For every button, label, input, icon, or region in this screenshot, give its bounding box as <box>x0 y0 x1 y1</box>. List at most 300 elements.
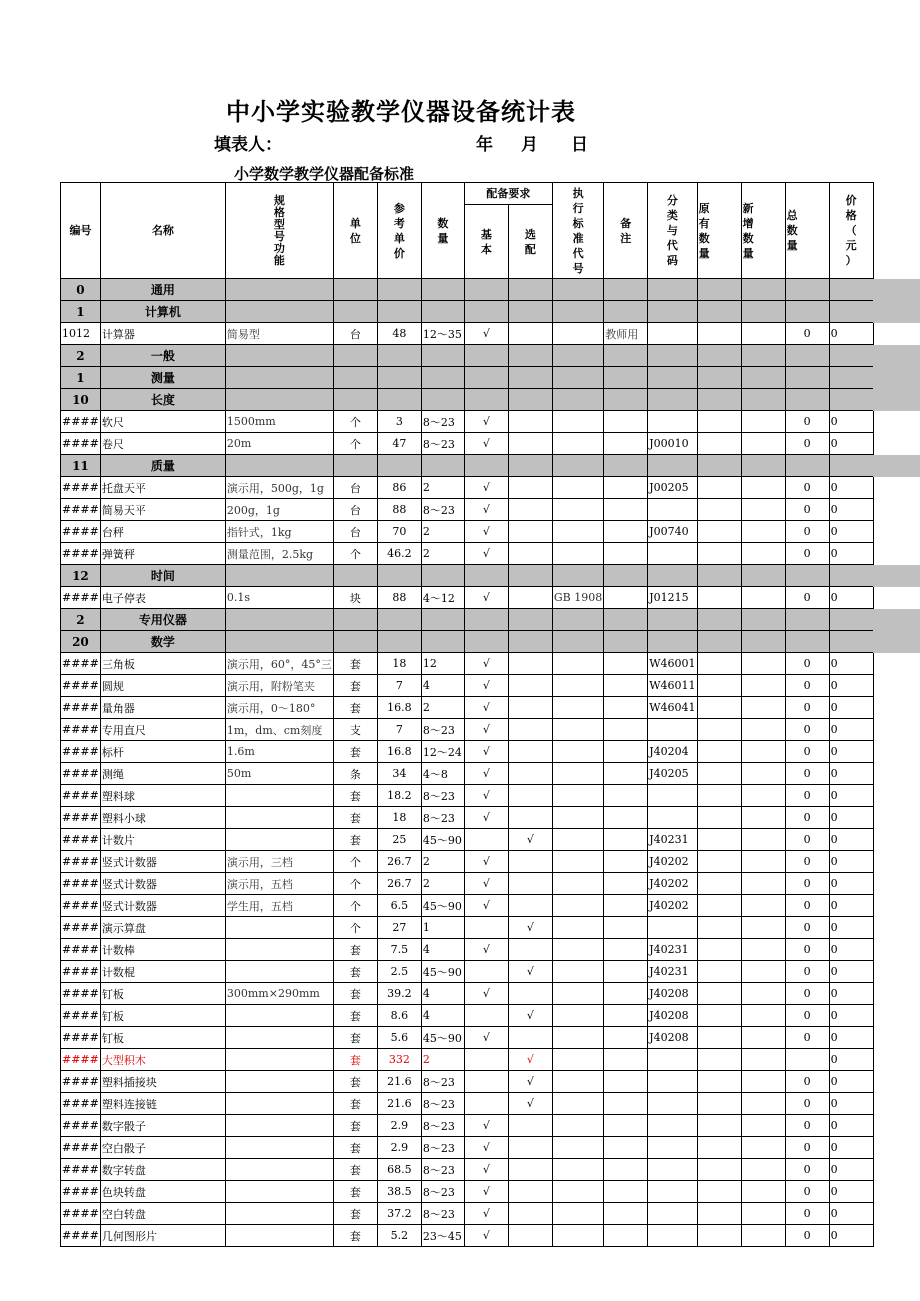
header-char: 价 <box>845 194 857 207</box>
table-row <box>61 939 874 961</box>
row-new <box>741 851 785 873</box>
row-total: 0 <box>785 741 829 763</box>
row-spec: 0.1s <box>225 587 333 609</box>
row-unit: 套 <box>333 1203 377 1225</box>
category-row <box>61 279 874 301</box>
row-price: 0 <box>829 697 873 719</box>
row-optional <box>508 1027 552 1049</box>
row-new <box>741 609 785 631</box>
row-remark <box>604 741 648 763</box>
row-price: 0 <box>829 1203 873 1225</box>
row-spec: 演示用，附粉笔夹 <box>225 675 333 697</box>
row-qty: 8～23 <box>421 1137 464 1159</box>
table-row <box>61 477 874 499</box>
row-new <box>741 917 785 939</box>
row-total: 0 <box>785 829 829 851</box>
table-row <box>61 983 874 1005</box>
row-name: 空白骰子 <box>100 1137 225 1159</box>
row-existing <box>697 675 741 697</box>
row-no: #### <box>61 1049 101 1071</box>
row-name: 数学 <box>100 631 225 653</box>
row-unit <box>333 609 377 631</box>
row-ref-price: 2.5 <box>377 961 421 983</box>
row-code: W46011 <box>648 675 697 697</box>
category-row <box>61 565 874 587</box>
row-optional <box>508 609 552 631</box>
row-ref-price: 38.5 <box>377 1181 421 1203</box>
table-row <box>61 697 874 719</box>
date-day-label: 日 <box>571 135 588 155</box>
row-code <box>648 543 697 565</box>
row-qty: 2 <box>421 697 464 719</box>
row-standard <box>552 1159 603 1181</box>
row-unit: 套 <box>333 653 377 675</box>
header-char: 元 <box>845 239 857 252</box>
row-unit: 台 <box>333 477 377 499</box>
row-qty: 4 <box>421 1005 464 1027</box>
header-optional <box>508 205 552 279</box>
row-remark <box>604 1159 648 1181</box>
row-standard: GB 1908 <box>552 587 603 609</box>
row-optional <box>508 323 552 345</box>
row-remark <box>604 785 648 807</box>
row-ref-price <box>377 389 421 411</box>
row-no: #### <box>61 1137 101 1159</box>
row-ref-price <box>377 301 421 323</box>
header-standard <box>552 183 603 279</box>
row-basic: √ <box>464 499 508 521</box>
header-char: 号 <box>273 229 285 243</box>
row-qty: 8～23 <box>421 785 464 807</box>
row-optional <box>508 433 552 455</box>
row-qty: 8～23 <box>421 1071 464 1093</box>
row-standard <box>552 499 603 521</box>
table-row <box>61 1203 874 1225</box>
row-qty: 2 <box>421 1049 464 1071</box>
row-existing <box>697 1203 741 1225</box>
row-spec <box>225 1093 333 1115</box>
row-standard <box>552 829 603 851</box>
row-total: 0 <box>785 895 829 917</box>
row-existing <box>697 1027 741 1049</box>
row-standard <box>552 433 603 455</box>
row-name: 数字骰子 <box>100 1115 225 1137</box>
row-code <box>648 1093 697 1115</box>
row-basic <box>464 279 508 301</box>
table-row <box>61 1027 874 1049</box>
row-basic: √ <box>464 587 508 609</box>
row-new <box>741 939 785 961</box>
row-unit: 套 <box>333 829 377 851</box>
category-band-extension <box>873 455 920 477</box>
row-optional <box>508 741 552 763</box>
row-total: 0 <box>785 675 829 697</box>
equipment-table <box>60 182 874 1247</box>
header-char: 行 <box>572 201 584 215</box>
row-remark <box>604 609 648 631</box>
row-existing <box>697 1181 741 1203</box>
row-basic: √ <box>464 939 508 961</box>
header-char: 新 <box>742 201 754 215</box>
row-new <box>741 499 785 521</box>
row-price: 0 <box>829 741 873 763</box>
row-ref-price: 16.8 <box>377 741 421 763</box>
row-qty: 8～23 <box>421 1093 464 1115</box>
row-price: 0 <box>829 323 873 345</box>
header-char: 码 <box>666 254 678 267</box>
row-remark <box>604 279 648 301</box>
row-code: J40231 <box>648 961 697 983</box>
row-total: 0 <box>785 1225 829 1247</box>
row-price: 0 <box>829 521 873 543</box>
header-char: 单 <box>393 231 405 245</box>
row-price: 0 <box>829 1049 873 1071</box>
row-name: 托盘天平 <box>100 477 225 499</box>
row-no: 2 <box>61 345 101 367</box>
row-price: 0 <box>829 675 873 697</box>
row-code <box>648 631 697 653</box>
row-no: #### <box>61 1005 101 1027</box>
row-price: 0 <box>829 1093 873 1115</box>
row-remark <box>604 521 648 543</box>
row-new <box>741 367 785 389</box>
row-qty: 4 <box>421 675 464 697</box>
row-spec <box>225 829 333 851</box>
row-total <box>785 455 829 477</box>
row-qty: 8～23 <box>421 1115 464 1137</box>
row-ref-price: 26.7 <box>377 851 421 873</box>
row-remark <box>604 961 648 983</box>
row-unit: 个 <box>333 895 377 917</box>
row-price: 0 <box>829 1181 873 1203</box>
row-code: J00740 <box>648 521 697 543</box>
row-optional <box>508 367 552 389</box>
row-new <box>741 719 785 741</box>
row-total: 0 <box>785 697 829 719</box>
row-remark <box>604 697 648 719</box>
header-char: 量 <box>786 239 798 252</box>
table-row <box>61 961 874 983</box>
row-new <box>741 587 785 609</box>
row-basic: √ <box>464 1225 508 1247</box>
row-no: #### <box>61 961 101 983</box>
row-price: 0 <box>829 851 873 873</box>
row-total: 0 <box>785 653 829 675</box>
row-total: 0 <box>785 1027 829 1049</box>
row-spec: 演示用，0～180° <box>225 697 333 719</box>
row-name: 质量 <box>100 455 225 477</box>
row-existing <box>697 1225 741 1247</box>
row-unit: 个 <box>333 851 377 873</box>
row-total: 0 <box>785 917 829 939</box>
row-standard <box>552 411 603 433</box>
row-spec <box>225 1071 333 1093</box>
row-remark <box>604 433 648 455</box>
table-subtitle: 小学数学教学仪器配备标准 <box>234 165 415 183</box>
row-ref-price: 5.6 <box>377 1027 421 1049</box>
row-unit: 个 <box>333 411 377 433</box>
row-ref-price <box>377 367 421 389</box>
category-row <box>61 345 874 367</box>
row-remark <box>604 983 648 1005</box>
row-spec <box>225 389 333 411</box>
row-price: 0 <box>829 1027 873 1049</box>
row-standard <box>552 1027 603 1049</box>
header-unit <box>333 183 377 279</box>
row-unit: 台 <box>333 499 377 521</box>
header-char: 规 <box>273 193 285 207</box>
row-no: #### <box>61 499 101 521</box>
row-name: 钉板 <box>100 1027 225 1049</box>
row-basic: √ <box>464 785 508 807</box>
row-new <box>741 301 785 323</box>
category-band-extension <box>873 631 920 653</box>
row-name: 专用仪器 <box>100 609 225 631</box>
row-name: 测绳 <box>100 763 225 785</box>
row-unit: 条 <box>333 763 377 785</box>
row-optional <box>508 521 552 543</box>
header-char: 型 <box>273 217 285 231</box>
row-unit <box>333 389 377 411</box>
table-row <box>61 411 874 433</box>
row-remark <box>604 1093 648 1115</box>
row-remark <box>604 1115 648 1137</box>
row-no: #### <box>61 1115 101 1137</box>
row-code: W46001 <box>648 653 697 675</box>
row-remark <box>604 455 648 477</box>
row-basic: √ <box>464 807 508 829</box>
row-basic: √ <box>464 543 508 565</box>
row-existing <box>697 587 741 609</box>
row-standard <box>552 323 603 345</box>
row-price: 0 <box>829 895 873 917</box>
row-no: #### <box>61 1159 101 1181</box>
row-total: 0 <box>785 939 829 961</box>
row-qty: 12～35 <box>421 323 464 345</box>
row-basic: √ <box>464 653 508 675</box>
row-no: #### <box>61 1225 101 1247</box>
row-optional <box>508 1137 552 1159</box>
row-code <box>648 279 697 301</box>
row-spec <box>225 917 333 939</box>
row-qty: 4 <box>421 939 464 961</box>
row-qty <box>421 367 464 389</box>
header-char: 格 <box>273 205 285 219</box>
row-price: 0 <box>829 763 873 785</box>
row-existing <box>697 389 741 411</box>
row-unit: 套 <box>333 939 377 961</box>
row-no: #### <box>61 917 101 939</box>
row-basic: √ <box>464 1203 508 1225</box>
category-band-extension <box>873 565 920 587</box>
header-char: 增 <box>742 216 754 230</box>
row-new <box>741 521 785 543</box>
row-basic: √ <box>464 433 508 455</box>
header-char: 代 <box>666 239 678 252</box>
row-basic: √ <box>464 1137 508 1159</box>
row-name: 一般 <box>100 345 225 367</box>
row-remark <box>604 1225 648 1247</box>
row-unit: 套 <box>333 741 377 763</box>
row-new <box>741 323 785 345</box>
header-char: ） <box>845 254 857 267</box>
row-code: J40231 <box>648 829 697 851</box>
row-qty: 8～23 <box>421 1159 464 1181</box>
row-total: 0 <box>785 961 829 983</box>
row-standard <box>552 675 603 697</box>
row-unit: 套 <box>333 1181 377 1203</box>
row-ref-price: 48 <box>377 323 421 345</box>
row-spec <box>225 961 333 983</box>
row-name: 塑料小球 <box>100 807 225 829</box>
row-basic <box>464 367 508 389</box>
row-spec <box>225 1049 333 1071</box>
row-qty: 45～90 <box>421 829 464 851</box>
row-optional <box>508 587 552 609</box>
row-price: 0 <box>829 543 873 565</box>
row-optional <box>508 1203 552 1225</box>
row-spec <box>225 345 333 367</box>
row-existing <box>697 433 741 455</box>
row-unit: 套 <box>333 1049 377 1071</box>
row-code <box>648 785 697 807</box>
row-no: #### <box>61 719 101 741</box>
row-name: 长度 <box>100 389 225 411</box>
row-price: 0 <box>829 1115 873 1137</box>
row-standard <box>552 785 603 807</box>
row-code: J00010 <box>648 433 697 455</box>
row-name: 计数棍 <box>100 961 225 983</box>
table-row <box>61 873 874 895</box>
row-optional <box>508 763 552 785</box>
row-spec <box>225 1181 333 1203</box>
category-row <box>61 455 874 477</box>
row-unit: 套 <box>333 1225 377 1247</box>
table-row <box>61 433 874 455</box>
header-char: 数 <box>698 231 710 245</box>
row-price: 0 <box>829 917 873 939</box>
row-existing <box>697 609 741 631</box>
row-unit: 台 <box>333 323 377 345</box>
row-standard <box>552 477 603 499</box>
row-basic <box>464 1071 508 1093</box>
header-remark <box>604 183 648 279</box>
header-char: 分 <box>666 194 678 207</box>
row-ref-price: 46.2 <box>377 543 421 565</box>
row-ref-price: 68.5 <box>377 1159 421 1181</box>
row-total <box>785 1049 829 1071</box>
row-remark <box>604 301 648 323</box>
row-code <box>648 1203 697 1225</box>
row-spec <box>225 1027 333 1049</box>
table-row <box>61 1115 874 1137</box>
row-code: J40208 <box>648 1027 697 1049</box>
row-total: 0 <box>785 851 829 873</box>
row-spec: 200g，1g <box>225 499 333 521</box>
row-ref-price: 16.8 <box>377 697 421 719</box>
header-ref-price <box>377 183 421 279</box>
header-char: 类 <box>666 209 678 222</box>
row-remark <box>604 1005 648 1027</box>
row-unit: 套 <box>333 1093 377 1115</box>
row-ref-price <box>377 565 421 587</box>
row-standard <box>552 389 603 411</box>
row-unit: 个 <box>333 917 377 939</box>
row-standard <box>552 917 603 939</box>
row-optional: √ <box>508 917 552 939</box>
row-total: 0 <box>785 785 829 807</box>
row-optional: √ <box>508 829 552 851</box>
row-total <box>785 279 829 301</box>
row-no: #### <box>61 785 101 807</box>
row-standard <box>552 653 603 675</box>
row-name: 计算机 <box>100 301 225 323</box>
category-band-extension <box>873 279 920 301</box>
row-code: J40202 <box>648 873 697 895</box>
row-remark <box>604 389 648 411</box>
row-new <box>741 1093 785 1115</box>
row-remark <box>604 719 648 741</box>
row-qty: 8～23 <box>421 499 464 521</box>
row-no: 1 <box>61 301 101 323</box>
row-no: 1012 <box>61 323 101 345</box>
row-ref-price: 6.5 <box>377 895 421 917</box>
row-existing <box>697 1049 741 1071</box>
row-ref-price: 7.5 <box>377 939 421 961</box>
row-code <box>648 807 697 829</box>
row-optional <box>508 477 552 499</box>
row-new <box>741 829 785 851</box>
row-total: 0 <box>785 587 829 609</box>
row-optional <box>508 1159 552 1181</box>
row-spec: 学生用，五档 <box>225 895 333 917</box>
row-remark <box>604 807 648 829</box>
row-new <box>741 389 785 411</box>
row-unit: 套 <box>333 675 377 697</box>
row-basic <box>464 301 508 323</box>
row-code: J40208 <box>648 1005 697 1027</box>
row-spec: 1m，dm、cm刻度 <box>225 719 333 741</box>
row-spec: 演示用，500g，1g <box>225 477 333 499</box>
row-basic <box>464 1005 508 1027</box>
row-existing <box>697 279 741 301</box>
row-qty <box>421 455 464 477</box>
row-standard <box>552 279 603 301</box>
row-remark <box>604 1071 648 1093</box>
row-total: 0 <box>785 521 829 543</box>
row-qty: 2 <box>421 521 464 543</box>
row-existing <box>697 719 741 741</box>
row-ref-price: 88 <box>377 499 421 521</box>
table-row <box>61 763 874 785</box>
row-name: 通用 <box>100 279 225 301</box>
row-basic <box>464 455 508 477</box>
row-price: 0 <box>829 499 873 521</box>
row-standard <box>552 873 603 895</box>
header-category <box>648 183 697 279</box>
row-remark <box>604 1181 648 1203</box>
row-spec: 300mm×290mm <box>225 983 333 1005</box>
row-no: #### <box>61 741 101 763</box>
row-remark <box>604 1203 648 1225</box>
header-char: 原 <box>698 201 710 215</box>
row-ref-price: 39.2 <box>377 983 421 1005</box>
row-spec <box>225 565 333 587</box>
row-basic <box>464 631 508 653</box>
row-ref-price <box>377 345 421 367</box>
row-no: #### <box>61 763 101 785</box>
row-unit <box>333 367 377 389</box>
